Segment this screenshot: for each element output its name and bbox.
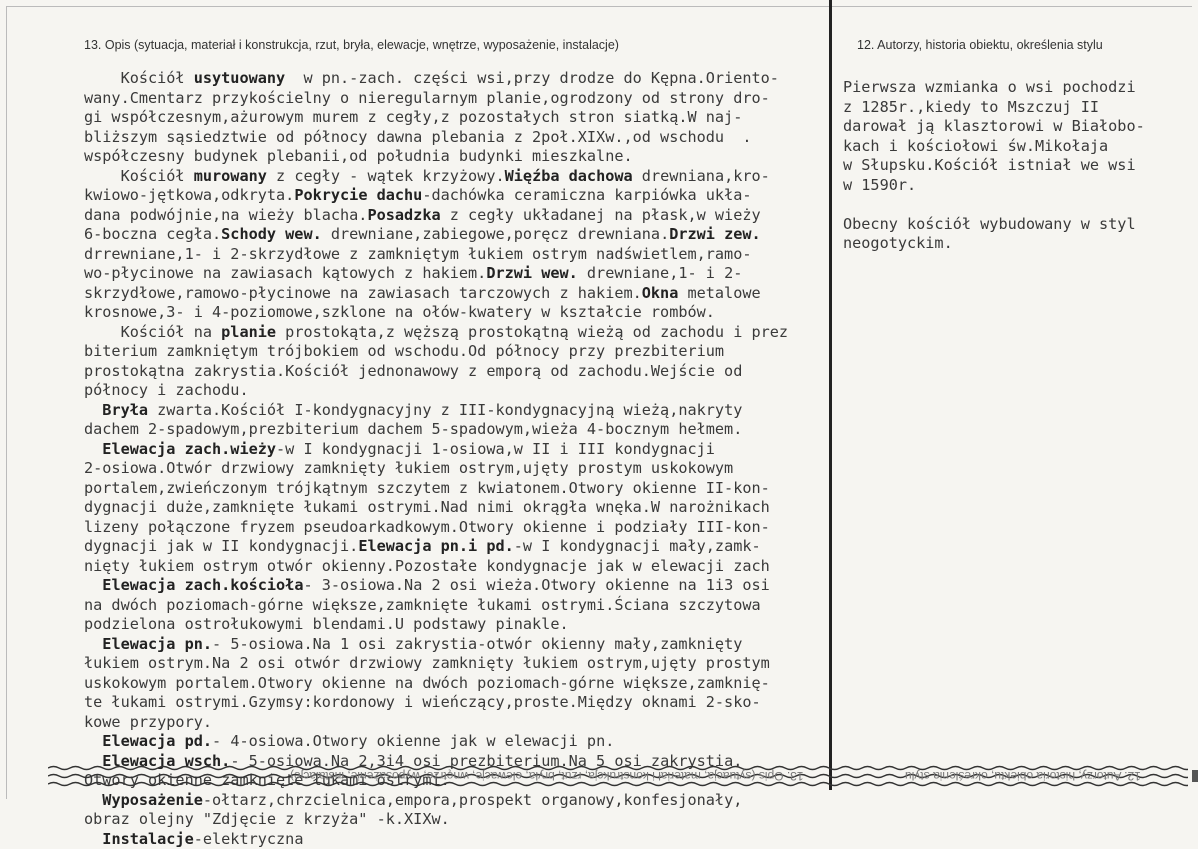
description-run	[84, 401, 102, 419]
description-heading: Więźba dachowa	[505, 167, 633, 185]
description-run: podzielona ostrołukowymi blendami.U podstawy pinakle.	[84, 615, 569, 633]
description-line	[84, 693, 829, 713]
description-run: Kościół na	[84, 323, 221, 341]
description-line	[84, 128, 829, 148]
description-run: metalowe	[678, 284, 760, 302]
description-run: lizeny połączone fryzem pseudoarkadkowym.Otwory okienne i podziały III-kon-	[84, 518, 770, 536]
section-12-header: 12. Autorzy, historia obiektu, określenia stylu	[857, 38, 1103, 52]
description-run: - 4-osiowa.Otwory okienne jak w elewacji pn.	[212, 732, 614, 750]
description-heading: Pokrycie dachu	[294, 186, 422, 204]
description-heading: murowany	[194, 167, 267, 185]
description-run: te łukami ostrymi.Gzymsy:kordonowy i wieńczący,proste.Między oknami 2-sko-	[84, 693, 761, 711]
description-run: gi współczesnym,ażurowym murem z cegły,z pozostałych stron siatką.W naj-	[84, 108, 742, 126]
description-run: dana podwójnie,na wieży blacha.	[84, 206, 367, 224]
description-run: łukiem ostrym.Na 2 osi otwór drzwiowy zamknięty łukiem ostrym,ujęty prostym	[84, 654, 770, 672]
description-line	[84, 284, 829, 304]
description-run: obraz olejny "Zdjęcie z krzyża" -k.XIXw.	[84, 810, 450, 828]
description-line	[84, 537, 829, 557]
description-run: drewniane,1- i 2-	[578, 264, 743, 282]
description-line	[84, 674, 829, 694]
description-run: biterium zamkniętym trójbokiem od wschodu.Od północy przy prezbiterium	[84, 342, 724, 360]
description-line	[84, 479, 829, 499]
description-line	[84, 381, 829, 401]
description-text	[84, 69, 829, 849]
description-heading: Posadzka	[367, 206, 440, 224]
description-line	[84, 206, 829, 226]
history-line: Pierwsza wzmianka o wsi pochodzi	[843, 78, 1173, 98]
description-run: kowe przypory.	[84, 713, 212, 731]
description-line	[84, 264, 829, 284]
description-run: -w I kondygnacji mały,zamk-	[514, 537, 761, 555]
description-run: Otwory okienne zamknięte łukami ostrymi.	[84, 771, 450, 789]
description-line	[84, 732, 829, 752]
description-line	[84, 89, 829, 109]
description-line	[84, 810, 829, 830]
description-line	[84, 108, 829, 128]
description-run: z cegły - wątek krzyżowy.	[267, 167, 505, 185]
edge-mark	[1192, 770, 1198, 782]
history-line: z 1285r.,kiedy to Mszczuj II	[843, 98, 1173, 118]
description-run	[84, 440, 102, 458]
description-run: na dwóch poziomach-górne większe,zamknięte łukami ostrymi.Ściana szczytowa	[84, 596, 761, 614]
description-run: kwiowo-jętkowa,odkryta.	[84, 186, 294, 204]
description-run: drewniana,kro-	[633, 167, 770, 185]
history-line: w 1590r.	[843, 176, 1173, 196]
description-run: nięty łukiem ostrym otwór okienny.Pozostałe kondygnacje jak w elewacji zach	[84, 557, 770, 575]
description-heading: Elewacja pn.i pd.	[358, 537, 513, 555]
description-line	[84, 498, 829, 518]
description-run: współczesny budynek plebanii,od południa budynki mieszkalne.	[84, 147, 633, 165]
description-run: prostokąta,z węższą prostokątną wieżą od zachodu i prez	[276, 323, 788, 341]
description-heading: Wyposażenie	[102, 791, 203, 809]
description-heading: usytuowany	[194, 69, 285, 87]
history-line: w Słupsku.Kościół istniał we wsi	[843, 156, 1173, 176]
description-line	[84, 420, 829, 440]
description-run: z cegły układanej na płask,w wieży	[441, 206, 761, 224]
description-heading: planie	[221, 323, 276, 341]
description-run: - 5-osiowa.Na 1 osi zakrystia-otwór okienny mały,zamknięty	[212, 635, 742, 653]
description-run: dachem 2-spadowym,prezbiterium dachem 5-spadowym,wieża 4-bocznym hełmem.	[84, 420, 742, 438]
description-run	[84, 830, 102, 848]
history-line: Obecny kościół wybudowany w styl	[843, 215, 1173, 235]
description-heading: Elewacja pn.	[102, 635, 212, 653]
description-run: - 3-osiowa.Na 2 osi wieża.Otwory okienne na 1i3 osi	[303, 576, 769, 594]
description-run: 2-osiowa.Otwór drzwiowy zamknięty łukiem ostrym,ujęty prostym uskokowym	[84, 459, 733, 477]
description-line	[84, 401, 829, 421]
description-line	[84, 615, 829, 635]
description-heading: Okna	[642, 284, 679, 302]
description-run: zwarta.Kościół I-kondygnacyjny z III-kondygnacyjną wieżą,nakryty	[148, 401, 742, 419]
description-run: -w I kondygnacji 1-osiowa,w II i III kondygnacji	[276, 440, 715, 458]
history-line	[843, 195, 1173, 215]
description-run: Kościół	[84, 167, 194, 185]
description-run: -dachówka ceramiczna karpiówka ukła-	[422, 186, 751, 204]
description-run: prostokątna zakrystia.Kościół jednonawowy z emporą od zachodu.Wejście od	[84, 362, 742, 380]
description-line	[84, 596, 829, 616]
history-line: kach i kościołowi św.Mikołaja	[843, 137, 1173, 157]
description-run: drewniane,zabiegowe,poręcz drewniana.	[322, 225, 669, 243]
description-line	[84, 713, 829, 733]
description-run: dygnacji jak w II kondygnacji.	[84, 537, 358, 555]
description-line	[84, 654, 829, 674]
history-line: neogotyckim.	[843, 234, 1173, 254]
description-line	[84, 557, 829, 577]
description-line	[84, 323, 829, 343]
description-heading: Drzwi wew.	[486, 264, 577, 282]
mirrored-section-13-header: 13. Opis (sytuacja, materiał i konstrukcja, rzut, bryła, elewacje, wnętrze, wyposażenie, instalacje)	[290, 769, 804, 783]
description-run: - 5-osiowa.Na 2,3i4 osi prezbiterium.Na 5 osi zakrystia.	[230, 752, 742, 770]
description-line	[84, 303, 829, 323]
description-heading: Elewacja pd.	[102, 732, 212, 750]
description-run: bliższym sąsiedztwie od północy dawna plebania z 2poł.XIXw.,od wschodu .	[84, 128, 752, 146]
description-run: portalem,zwieńczonym trójkątnym szczytem z kwiatonem.Otwory okienne II-kon-	[84, 479, 770, 497]
description-run: w pn.-zach. części wsi,przy drodze do Kępna.Oriento-	[285, 69, 779, 87]
description-run: Kościół	[84, 69, 194, 87]
description-line	[84, 576, 829, 596]
description-line	[84, 147, 829, 167]
description-line	[84, 459, 829, 479]
description-line	[84, 362, 829, 382]
description-run: -elektryczna	[194, 830, 304, 848]
description-heading: Schody wew.	[221, 225, 322, 243]
description-run: krosnowe,3- i 4-poziomowe,szklone na ołów-kwatery w kształcie rombów.	[84, 303, 715, 321]
description-run: dygnacji duże,zamknięte łukami ostrymi.Nad nimi okrągła wnęka.W narożnikach	[84, 498, 770, 516]
description-run: drrewniane,1- i 2-skrzydłowe z zamkniętym łukiem ostrym nadświetlem,ramo-	[84, 245, 752, 263]
description-run: -ołtarz,chrzcielnica,empora,prospekt organowy,konfesjonały,	[203, 791, 742, 809]
history-text	[843, 78, 1173, 254]
description-heading: Drzwi zew.	[669, 225, 760, 243]
column-divider	[829, 0, 832, 790]
description-line	[84, 245, 829, 265]
section-13-header: 13. Opis (sytuacja, materiał i konstrukcja, rzut, bryła, elewacje, wnętrze, wyposażenie, instalacje)	[84, 38, 619, 52]
description-run: uskokowym portalem.Otwory okienne na dwóch poziomach-górne większe,zamknię-	[84, 674, 770, 692]
mirrored-section-12-header: 12. Autorzy, historia obiektu, określenia stylu	[905, 769, 1141, 783]
description-run	[84, 576, 102, 594]
description-run: wany.Cmentarz przykościelny o nieregularnym planie,ogrodzony od strony dro-	[84, 89, 770, 107]
description-line	[84, 440, 829, 460]
card-border-left	[6, 6, 7, 799]
description-heading: Elewacja zach.wieży	[102, 440, 276, 458]
description-run: 6-boczna cegła.	[84, 225, 221, 243]
description-heading: Elewacja zach.kościoła	[102, 576, 303, 594]
description-line	[84, 186, 829, 206]
description-run: wo-płycinowe na zawiasach kątowych z hakiem.	[84, 264, 486, 282]
description-run: północy i zachodu.	[84, 381, 249, 399]
description-line	[84, 167, 829, 187]
description-line	[84, 518, 829, 538]
description-run	[84, 635, 102, 653]
description-heading: Elewacja wsch.	[102, 752, 230, 770]
description-run: skrzydłowe,ramowo-płycinowe na zawiasach tarczowych z hakiem.	[84, 284, 642, 302]
description-heading: Bryła	[102, 401, 148, 419]
description-line	[84, 225, 829, 245]
description-line	[84, 69, 829, 89]
description-line	[84, 342, 829, 362]
history-line: darował ją klasztorowi w Białobo-	[843, 117, 1173, 137]
description-line	[84, 830, 829, 849]
card-border-top	[6, 6, 1192, 7]
description-line	[84, 635, 829, 655]
description-heading: Instalacje	[102, 830, 193, 848]
description-run	[84, 732, 102, 750]
